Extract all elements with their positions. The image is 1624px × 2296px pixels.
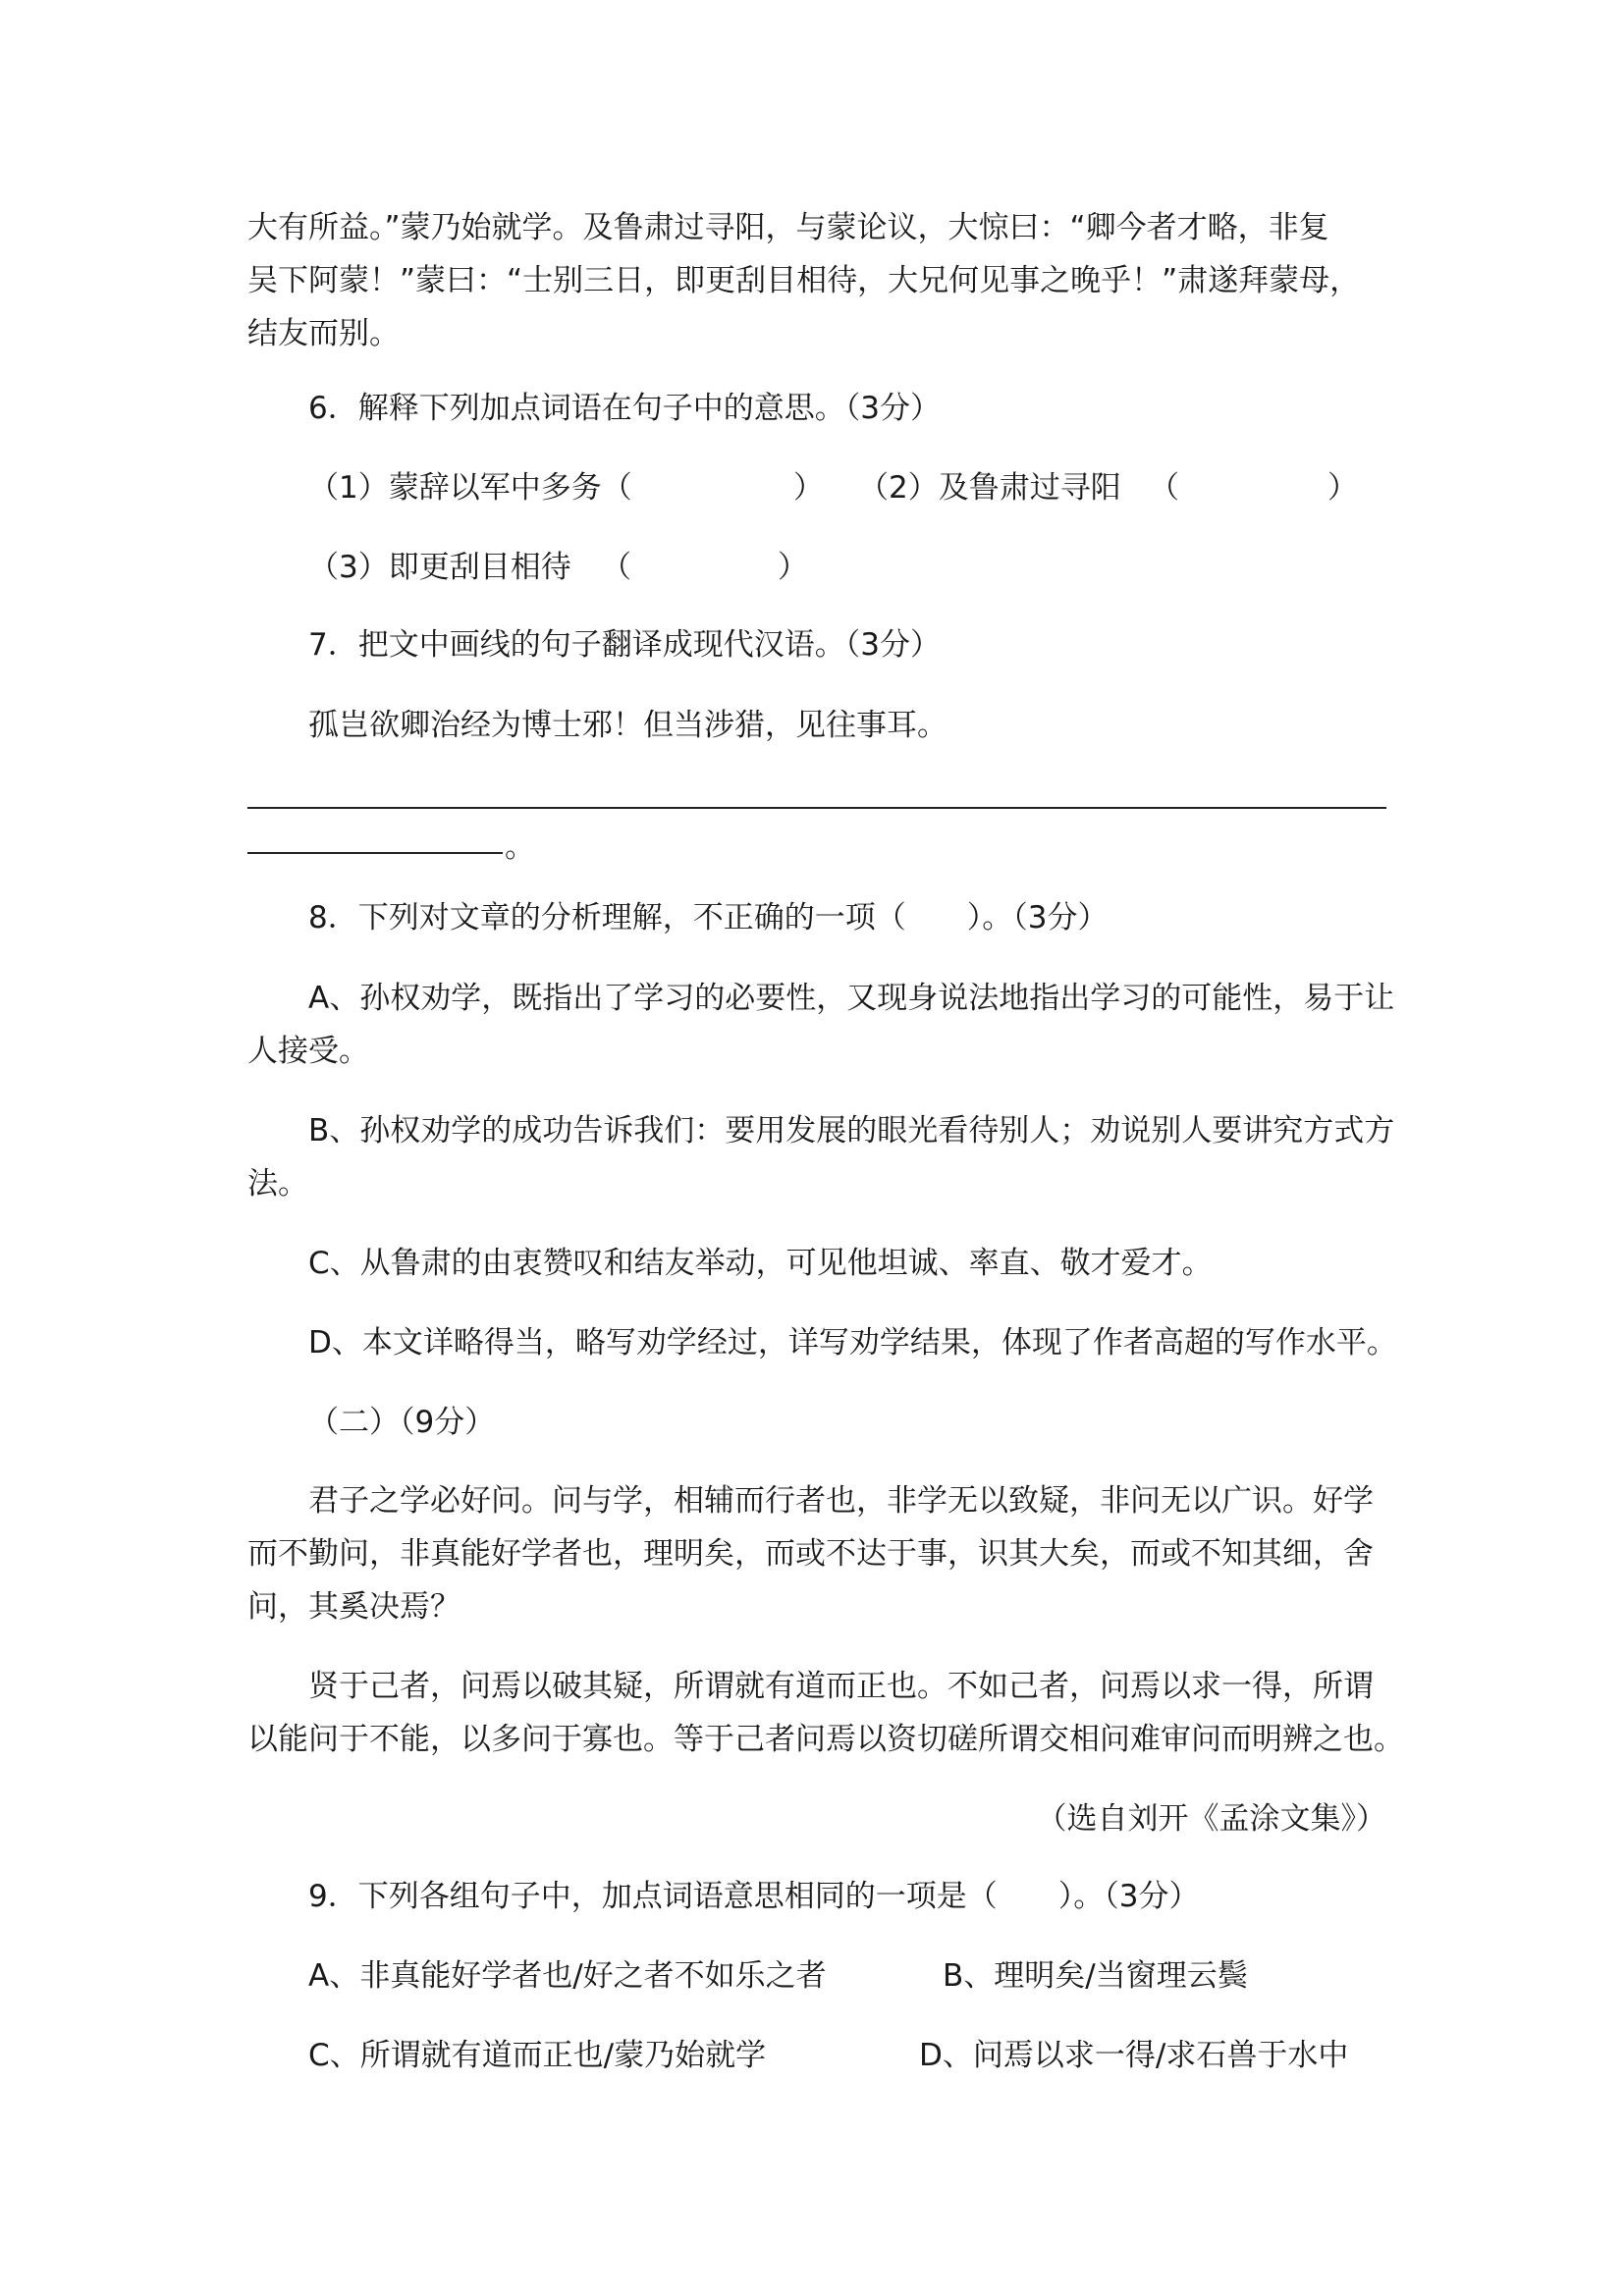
section2-p2-line2: 以能问于不能，以多问于寡也。等于己者问焉以资切磋所谓交相问难审问而明辨之也。 — [247, 1722, 1404, 1757]
q6-item1: （1）蒙辞以军中多务（ — [308, 470, 632, 506]
section2-p1-line3: 问，其奚决焉？ — [247, 1589, 460, 1625]
q6-item2: （2）及鲁肃过寻阳 — [858, 470, 1121, 506]
q7-sentence: 孤岂欲卿治经为博士邪！但当涉猎，见往事耳。 — [308, 708, 947, 743]
q6-item3-close: ） — [778, 550, 808, 585]
section2-p2-line1: 贤于己者，问焉以破其疑，所谓就有道而正也。不如己者，问焉以求一得，所谓 — [308, 1669, 1374, 1704]
q6-item1-close: ） — [793, 470, 824, 506]
q8-stem: 8．下列对文章的分析理解，不正确的一项（ ）。（3分） — [308, 900, 1109, 935]
q6-item3-open: （ — [601, 550, 631, 585]
q6-item2-close: ） — [1327, 470, 1358, 506]
q8-option-c: C、从鲁肃的由衷赞叹和结友举动，可见他坦诚、率直、敬才爱才。 — [308, 1246, 1213, 1281]
q6-item3: （3）即更刮目相待 — [308, 550, 571, 585]
q9-option-a: A、非真能好学者也/好之者不如乐之者 — [308, 1958, 827, 1994]
q6-item2-open: （ — [1149, 470, 1179, 506]
q9-option-b: B、理明矣/当窗理云鬓 — [943, 1958, 1248, 1994]
q9-option-d: D、问焉以求一得/求石兽于水中 — [919, 2038, 1349, 2073]
q6-stem: 6．解释下列加点词语在句子中的意思。（3分） — [308, 391, 941, 426]
passage-line-1: 大有所益。”蒙乃始就学。及鲁肃过寻阳，与蒙论议，大惊曰：“卿今者才略，非复 — [247, 210, 1329, 245]
passage-line-3: 结友而别。 — [247, 316, 400, 351]
answer-line-full[interactable] — [247, 807, 1386, 809]
section2-source: （选自刘开《孟涂文集》） — [1036, 1801, 1386, 1837]
q8-option-d: D、本文详略得当，略写劝学经过，详写劝学结果，体现了作者高超的写作水平。 — [308, 1325, 1397, 1361]
q8-option-a-line2: 人接受。 — [247, 1034, 369, 1069]
answer-end-mark: 。 — [505, 829, 535, 865]
q8-option-b-line2: 法。 — [247, 1166, 308, 1201]
section2-p1-line2: 而不勤问，非真能好学者也，理明矣，而或不达于事，识其大矣，而或不知其细，舍 — [247, 1536, 1374, 1572]
answer-line-short[interactable] — [247, 852, 503, 854]
section2-p1-line1: 君子之学必好问。问与学，相辅而行者也，非学无以致疑，非问无以广识。好学 — [308, 1483, 1374, 1519]
passage-line-2: 吴下阿蒙！”蒙曰：“士别三日，即更刮目相待，大兄何见事之晚乎！”肃遂拜蒙母， — [247, 263, 1361, 298]
q8-option-b-line1: B、孙权劝学的成功告诉我们：要用发展的眼光看待别人；劝说别人要讲究方式方 — [308, 1113, 1395, 1148]
q9-option-c: C、所谓就有道而正也/蒙乃始就学 — [308, 2038, 767, 2073]
q7-stem: 7．把文中画线的句子翻译成现代汉语。（3分） — [308, 627, 941, 663]
q9-stem: 9．下列各组句子中，加点词语意思相同的一项是（ ）。（3分） — [308, 1879, 1200, 1914]
section2-heading: （二）（9分） — [308, 1405, 496, 1440]
q8-option-a-line1: A、孙权劝学，既指出了学习的必要性，又现身说法地指出学习的可能性，易于让 — [308, 981, 1395, 1016]
